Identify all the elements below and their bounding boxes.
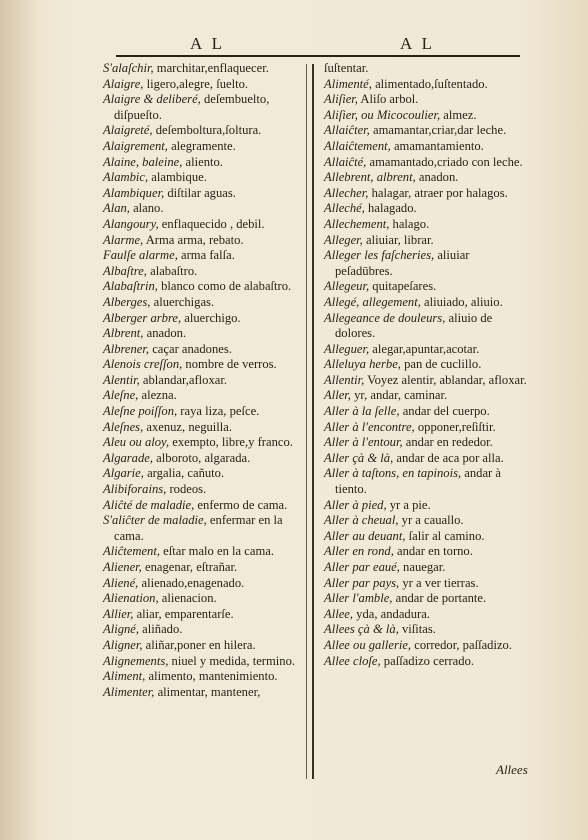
dictionary-entry: [103, 326, 305, 342]
entry-headword: Aller à pied,: [324, 497, 387, 512]
left-column: [103, 61, 305, 700]
entry-definition: alimento, mantenimiento.: [145, 669, 278, 684]
entry-definition: blanco como de alabaſtro.: [157, 279, 292, 294]
entry-headword: Alaigreté,: [103, 123, 153, 138]
dictionary-entry: [324, 435, 530, 451]
entry-definition: aliuiado, aliuio.: [420, 294, 503, 309]
dictionary-entry: [324, 139, 530, 155]
entry-headword: Aleu ou aloy,: [103, 435, 170, 450]
entry-definition: alboroto, algarada.: [153, 450, 251, 465]
entry-definition: aluerchigas.: [150, 294, 215, 309]
entry-headword: Aller au deuant,: [324, 528, 406, 543]
dictionary-entry: [324, 466, 530, 497]
entry-definition: yr, andar, caminar.: [350, 388, 448, 403]
entry-headword: S'alaſchir,: [103, 61, 154, 75]
entry-definition: alimentado,ſuſtentado.: [371, 76, 488, 91]
dictionary-entry: [103, 669, 305, 685]
entry-headword: Aller,: [324, 388, 351, 403]
dictionary-entry: [103, 544, 305, 560]
dictionary-entry: [324, 638, 530, 654]
dictionary-entry: [324, 248, 530, 279]
dictionary-entry: [324, 186, 530, 202]
entry-definition: andar en rededor.: [402, 435, 493, 450]
entry-headword: Alaigrement,: [103, 138, 168, 153]
entry-headword: Alleluya herbe,: [324, 357, 401, 372]
entry-definition: argalia, cañuto.: [143, 466, 225, 481]
entry-headword: Allechement,: [324, 216, 390, 231]
dictionary-entry: [103, 482, 305, 498]
entry-headword: Aller en rond,: [324, 544, 394, 559]
running-header: [100, 34, 520, 54]
entry-headword: Aller à cheual,: [324, 513, 399, 528]
dictionary-entry: [324, 123, 530, 139]
entry-definition: enfermar en la cama.: [114, 513, 283, 543]
entry-headword: Algarie,: [103, 466, 144, 481]
entry-headword: Allees çà & là,: [324, 622, 399, 637]
dictionary-entry: [324, 279, 530, 295]
entry-definition: ligero,alegre, ſuelto.: [143, 76, 249, 91]
entry-definition: alambique.: [148, 170, 207, 185]
entry-headword: Allegé, allegement,: [324, 294, 421, 309]
entry-headword: Allee ou gallerie,: [324, 637, 412, 652]
dictionary-entry: [103, 123, 305, 139]
dictionary-entry: [103, 498, 305, 514]
entry-definition: amamantado,criado con leche.: [366, 154, 523, 169]
dictionary-entry: [324, 591, 530, 607]
dictionary-entry: [324, 311, 530, 342]
entry-definition: aliuiar, librar.: [362, 232, 434, 247]
entry-definition: halagar, atraer por halagos.: [368, 185, 508, 200]
column-divider-thin: [306, 64, 307, 779]
dictionary-entry: [324, 404, 530, 420]
entry-headword: Allee cloſe,: [324, 653, 381, 668]
entry-headword: Alarme,: [103, 232, 144, 247]
dictionary-entry: [103, 420, 305, 436]
entry-headword: Alberger arbre,: [103, 310, 182, 325]
dictionary-entry: [103, 513, 305, 544]
dictionary-entry: [324, 388, 530, 404]
dictionary-entry: [324, 513, 530, 529]
dictionary-entry: [103, 576, 305, 592]
page-edge-shadow: [0, 0, 40, 840]
entry-definition: aluerchigo.: [181, 310, 241, 325]
entry-definition: eſtar malo en la cama.: [160, 544, 274, 559]
dictionary-entry: [103, 451, 305, 467]
entry-headword: Aliener,: [103, 560, 142, 574]
entry-headword: Albrent,: [103, 326, 144, 341]
entry-definition: aliento.: [182, 154, 223, 169]
dictionary-entry: [324, 498, 530, 514]
entry-definition: alimentar, mantener,: [154, 684, 261, 699]
entry-definition: marchitar,enflaquecer.: [153, 61, 269, 75]
entry-headword: Alaine, baleine,: [103, 154, 183, 169]
dictionary-entry: [324, 342, 530, 358]
entry-headword: Faulſe alarme,: [103, 248, 178, 263]
entry-definition: yda, andadura.: [353, 606, 430, 621]
entry-definition: yr a ver tierras.: [399, 575, 479, 590]
entry-definition: viſitas.: [398, 622, 436, 637]
entry-headword: Aller à l'encontre,: [324, 419, 415, 434]
dictionary-entry: [103, 373, 305, 389]
dictionary-entry: [103, 591, 305, 607]
dictionary-entry: [103, 638, 305, 654]
right-column: [324, 61, 530, 669]
dictionary-entry: [103, 61, 305, 77]
top-rule: [116, 55, 520, 57]
entry-headword: Alaigre & deliberé,: [103, 92, 201, 107]
entry-headword: Alignements,: [103, 653, 169, 668]
dictionary-entry: [103, 388, 305, 404]
entry-headword: Alenois creſſon,: [103, 357, 183, 372]
entry-definition: quitapeſares.: [369, 279, 437, 294]
dictionary-entry: [324, 560, 530, 576]
dictionary-entry: [103, 186, 305, 202]
dictionary-entry: [103, 607, 305, 623]
entry-definition: alabaſtro.: [146, 263, 198, 278]
entry-definition: andar à tiento.: [335, 466, 501, 497]
entry-definition: Voyez alentir, ablandar, afloxar.: [364, 372, 527, 387]
entry-headword: Aligné,: [103, 622, 140, 637]
entry-definition: Arma arma, rebato.: [143, 232, 244, 247]
entry-headword: Alienation,: [103, 591, 159, 606]
entry-headword: Alleger,: [324, 232, 363, 247]
entry-headword: Aller par eaué,: [324, 560, 400, 574]
entry-headword: Alambiquer,: [103, 185, 165, 200]
entry-headword: Albrener,: [103, 341, 150, 356]
entry-headword: Allegeur,: [324, 279, 370, 294]
entry-headword: Aleſne,: [103, 388, 139, 403]
dictionary-entry: [324, 233, 530, 249]
dictionary-entry: [103, 233, 305, 249]
entry-definition: ſuſtentar.: [324, 61, 369, 75]
entry-definition: andar en torno.: [393, 544, 473, 559]
dictionary-entry: [324, 576, 530, 592]
dictionary-entry: [324, 295, 530, 311]
entry-headword: Alentir,: [103, 372, 140, 387]
entry-definition: pan de cuclillo.: [400, 357, 482, 372]
header-left: A L: [190, 34, 225, 53]
entry-definition: amamantamiento.: [390, 138, 484, 153]
entry-headword: Alan,: [103, 201, 130, 216]
entry-definition: axenuz, neguilla.: [143, 419, 233, 434]
dictionary-entry: [103, 155, 305, 171]
entry-definition: alegramente.: [167, 138, 236, 153]
entry-definition: almez.: [440, 107, 477, 122]
dictionary-entry: [324, 357, 530, 373]
entry-definition: anadon.: [415, 170, 459, 185]
dictionary-entry: [324, 451, 530, 467]
dictionary-entry: [324, 654, 530, 670]
entry-definition: alienado,enagenado.: [138, 575, 245, 590]
entry-headword: Alimenté,: [324, 76, 372, 91]
dictionary-entry: [324, 607, 530, 623]
dictionary-entry: [103, 357, 305, 373]
entry-headword: Aller par pays,: [324, 575, 400, 590]
dictionary-entry: [103, 92, 305, 123]
entry-headword: Allaiĉtement,: [324, 138, 391, 153]
entry-definition: enfermo de cama.: [194, 497, 288, 512]
entry-definition: aliuiar peſadūbres.: [335, 248, 470, 278]
entry-headword: Alabaſtrin,: [103, 279, 158, 294]
entry-headword: Allier,: [103, 606, 134, 621]
entry-definition: andar de aca por alla.: [393, 450, 504, 465]
dictionary-entry: [103, 560, 305, 576]
entry-headword: Aliſier, ou Micocoulier,: [324, 107, 441, 122]
entry-definition: Aliſo arbol.: [357, 92, 419, 107]
dictionary-entry: [103, 311, 305, 327]
entry-definition: andar de portante.: [392, 591, 487, 606]
dictionary-entry: [103, 622, 305, 638]
entry-headword: Aller çà & là,: [324, 450, 394, 465]
entry-headword: Alleché,: [324, 201, 365, 216]
entry-headword: Aleſne poiſſon,: [103, 404, 178, 419]
catchword: Allees: [496, 762, 528, 777]
entry-headword: Alibiforains,: [103, 482, 167, 497]
entry-headword: Allebrent, albrent,: [324, 170, 416, 185]
entry-definition: aliñar,poner en hilera.: [142, 637, 256, 652]
entry-headword: Alberges,: [103, 294, 151, 309]
dictionary-entry: [103, 77, 305, 93]
entry-headword: Alaigre,: [103, 76, 144, 91]
dictionary-entry: [103, 217, 305, 233]
dictionary-entry: [324, 217, 530, 233]
dictionary-entry: [103, 279, 305, 295]
dictionary-entry: [103, 295, 305, 311]
entry-definition: niuel y medida, termino.: [168, 653, 296, 668]
entry-headword: Allentir,: [324, 372, 365, 387]
dictionary-entry: [103, 201, 305, 217]
entry-headword: Allegeance de douleurs,: [324, 310, 446, 325]
entry-headword: Aliĉté de maladie,: [103, 497, 195, 512]
entry-definition: enagenar, eſtrañar.: [141, 560, 238, 574]
entry-definition: aliar, emparentarſe.: [133, 606, 234, 621]
entry-definition: alezna.: [138, 388, 177, 403]
header-right: A L: [400, 34, 435, 53]
entry-definition: enflaquecido , debil.: [158, 216, 265, 231]
dictionary-entry: [103, 342, 305, 358]
dictionary-entry: [324, 92, 530, 108]
entry-definition: nombre de verros.: [182, 357, 277, 372]
entry-definition: halagado.: [364, 201, 417, 216]
entry-headword: Aller à la ſelle,: [324, 404, 400, 419]
entry-definition: aliñado.: [139, 622, 183, 637]
entry-definition: amamantar,criar,dar leche.: [369, 123, 507, 138]
entry-headword: S'aliĉter de maladie,: [103, 513, 207, 528]
dictionary-entry: [324, 373, 530, 389]
dictionary-entry: [324, 61, 530, 77]
dictionary-entry: [103, 654, 305, 670]
entry-definition: halago.: [389, 216, 430, 231]
entry-definition: yr a pie.: [386, 497, 431, 512]
entry-headword: Albaſtre,: [103, 263, 147, 278]
entry-headword: Alleguer,: [324, 341, 370, 356]
dictionary-entry: [103, 466, 305, 482]
dictionary-entry: [324, 529, 530, 545]
entry-definition: alano.: [129, 201, 164, 216]
entry-headword: Aliment,: [103, 669, 146, 684]
entry-headword: Algarade,: [103, 450, 154, 465]
dictionary-entry: [324, 108, 530, 124]
entry-headword: Aleſnes,: [103, 419, 144, 434]
entry-definition: diſtilar aguas.: [164, 185, 236, 200]
entry-definition: aliuio de dolores.: [335, 310, 493, 341]
entry-definition: rodeos.: [166, 482, 207, 497]
entry-headword: Aligner,: [103, 637, 143, 652]
entry-definition: andar del cuerpo.: [399, 404, 490, 419]
dictionary-entry: [103, 248, 305, 264]
dictionary-entry: [103, 404, 305, 420]
entry-headword: Allaiĉté,: [324, 154, 367, 169]
entry-definition: ſalir al camino.: [405, 528, 485, 543]
entry-definition: yr a cauallo.: [398, 513, 464, 528]
entry-headword: Aliené,: [103, 575, 139, 590]
dictionary-entry: [324, 420, 530, 436]
dictionary-entry: [103, 139, 305, 155]
dictionary-entry: [103, 170, 305, 186]
entry-definition: raya liza, peſce.: [177, 404, 260, 419]
entry-definition: ablandar,afloxar.: [139, 372, 227, 387]
dictionary-entry: [324, 155, 530, 171]
entry-definition: caçar anadones.: [149, 341, 232, 356]
entry-definition: anadon.: [143, 326, 187, 341]
entry-definition: deſemboltura,ſoltura.: [152, 123, 262, 138]
dictionary-entry: [324, 77, 530, 93]
dictionary-entry: [324, 170, 530, 186]
entry-headword: Aliĉtement,: [103, 544, 160, 559]
dictionary-entry: [103, 435, 305, 451]
entry-definition: deſembuelto, diſpueſto.: [114, 92, 270, 122]
entry-headword: Aller à l'entour,: [324, 435, 403, 450]
entry-definition: arma falſa.: [177, 248, 235, 263]
dictionary-entry: [324, 544, 530, 560]
entry-definition: alienacion.: [158, 591, 217, 606]
entry-definition: paſſadizo cerrado.: [380, 653, 475, 668]
entry-definition: corredor, paſſadizo.: [411, 637, 512, 652]
entry-headword: Aliſier,: [324, 92, 358, 107]
entry-headword: Alangoury,: [103, 216, 159, 231]
dictionary-entry: [103, 685, 305, 701]
entry-headword: Aller l'amble,: [324, 591, 393, 606]
entry-headword: Aller à taſtons, en tapinois,: [324, 466, 462, 481]
entry-definition: nauegar.: [399, 560, 446, 574]
entry-headword: Allaiĉter,: [324, 123, 370, 138]
entry-headword: Allecher,: [324, 185, 369, 200]
entry-definition: exempto, libre,y franco.: [169, 435, 293, 450]
dictionary-entry: [324, 622, 530, 638]
dictionary-entry: [324, 201, 530, 217]
column-divider: [312, 64, 314, 779]
entry-headword: Alimenter,: [103, 684, 155, 699]
dictionary-entry: [103, 264, 305, 280]
entry-definition: opponer,reſiſtir.: [414, 419, 496, 434]
entry-headword: Alambic,: [103, 170, 149, 185]
entry-definition: alegar,apuntar,acotar.: [369, 341, 480, 356]
entry-headword: Allee,: [324, 606, 354, 621]
entry-headword: Alleger les faſcheries,: [324, 248, 435, 263]
